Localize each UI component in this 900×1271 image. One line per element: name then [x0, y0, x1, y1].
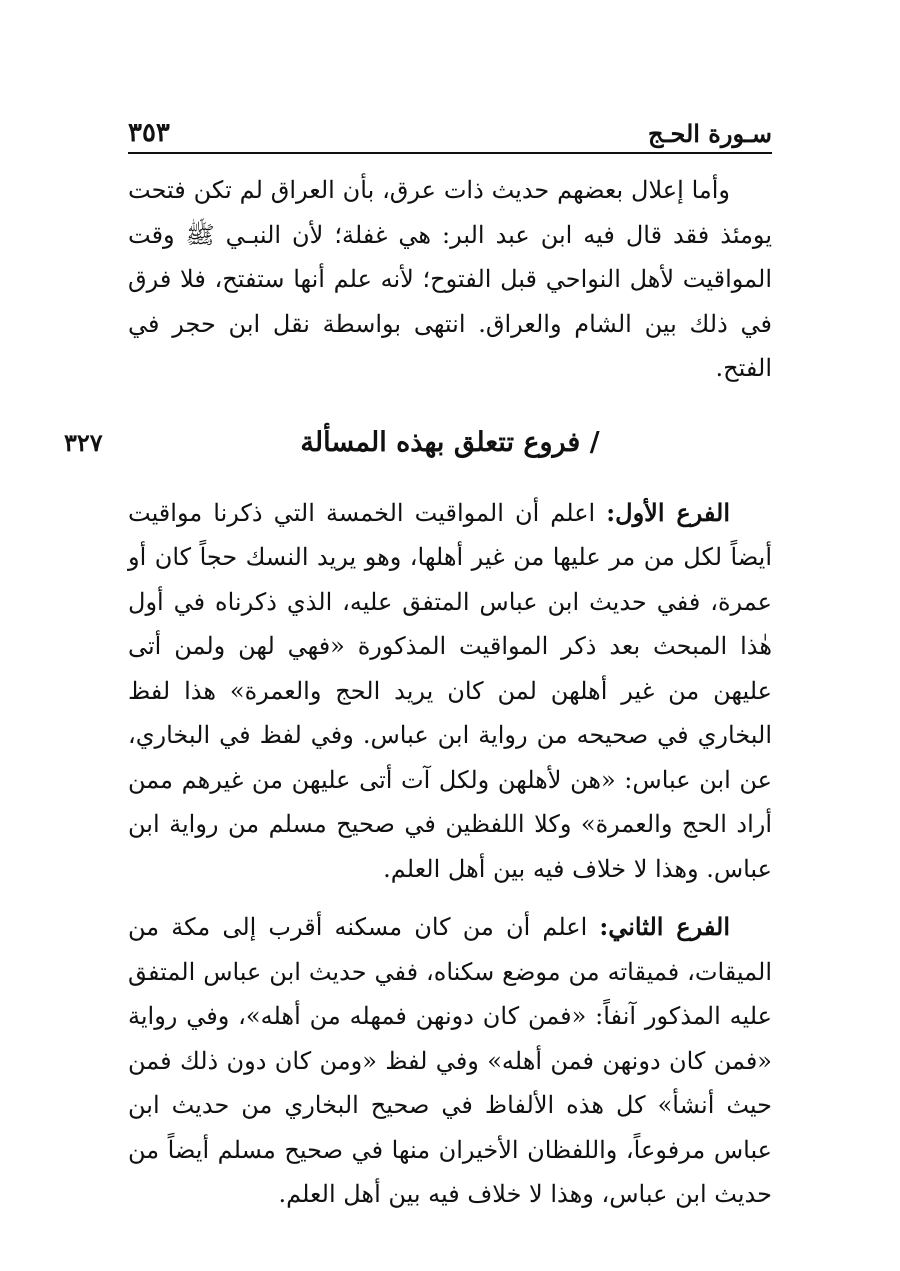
- margin-page-number: ٣٢٧: [64, 427, 103, 457]
- branch-2-text: اعلم أن من كان مسكنه أقرب إلى مكة من الميقات، فميقاته من موضع سكناه، ففي حديث ابن عباس المتفق عليه المذكور آنفاً: «فمن كان دونهن فمهله من أهله»، وفي رواية «فمن كان دونهن فمن أهله» وفي لفظ «ومن كان دون ذلك فمن حيث أنشأ» كل هذه الألفاظ في صحيح البخاري من حديث ابن عباس مرفوعاً، واللفظان الأخيران منها في صحيح مسلم أيضاً من حديث ابن عباس، وهذا لا خلاف فيه بين أهل العلم.: [128, 913, 772, 1208]
- paragraph-branch-2: [128, 905, 772, 1217]
- section-title: / فروع تتعلق بهذه المسألة: [300, 426, 600, 458]
- section-heading-row: [64, 421, 772, 465]
- paragraph-gap: [128, 891, 772, 905]
- page-body: [64, 168, 773, 1217]
- paragraph-intro: وأما إعلال بعضهم حديث ذات عرق، بأن العراق لم تكن فتحت يومئذ فقد قال فيه ابن عبد البر: هي غفلة؛ لأن النبـي ﷺ وقت المواقيت لأهل النواحي قبل الفتوح؛ لأنه علم أنها ستفتح، فلا فرق في ذلك بين الشام والعراق. انتهى بواسطة نقل ابن حجر في الفتح.: [128, 176, 773, 382]
- paragraph-branch-1: [128, 491, 772, 892]
- surah-title: سـورة الحـج: [647, 119, 772, 148]
- page-number: ٣٥٣: [128, 118, 170, 148]
- page-header: [128, 108, 772, 154]
- branch-1-lead: الفرع الأول:: [606, 497, 730, 527]
- branch-2-lead: الفرع الثاني:: [599, 912, 730, 941]
- branch-1-text: اعلم أن المواقيت الخمسة التي ذكرنا مواقيت أيضاً لكل من مر عليها من غير أهلها، وهو يريد النسك حجاً كان أو عمرة، ففي حديث ابن عباس المتفق عليه، الذي ذكرناه في أول هٰذا المبحث بعد ذكر المواقيت المذكورة «فهي لهن ولمن أتى عليهن من غير أهلهن لمن كان يريد الحج والعمرة» هذا لفظ البخاري في صحيحه من رواية ابن عباس. وفي لفظ في البخاري، عن ابن عباس: «هن لأهلهن ولكل آت أتى عليهن من غيرهم ممن أراد الحج والعمرة» وكلا اللفظين في صحيح مسلم من رواية ابن عباس. وهذا لا خلاف فيه بين أهل العلم.: [128, 498, 773, 883]
